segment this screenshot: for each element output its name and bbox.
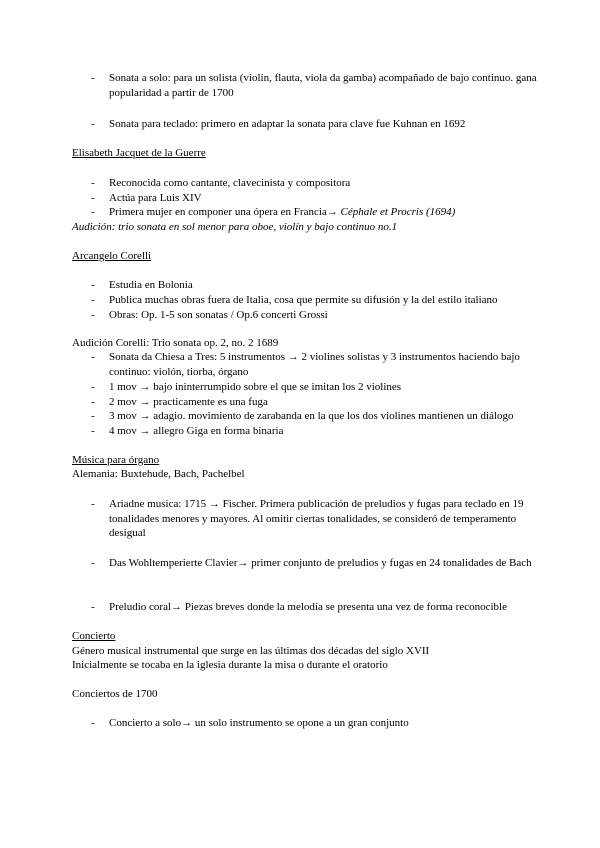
bullet-dash: - <box>91 717 95 729</box>
audicion-note: Audición: trio sonata en sol menor para oboe, violín y bajo continuo no.1 <box>72 221 398 233</box>
bullet-dash: - <box>91 381 95 393</box>
list-item: Actúa para Luis XIV <box>109 192 202 204</box>
section-heading-corelli: Arcangelo Corelli <box>72 250 152 262</box>
list-item: 2 mov → practicamente es una fuga <box>109 396 268 408</box>
list-item: Estudia en Bolonia <box>109 279 193 291</box>
list-item: Sonata para teclado: primero en adaptar la sonata para clave fue Kuhnan en 1692 <box>109 118 466 130</box>
list-item: Publica muchas obras fuera de Italia, cosa que permite su difusión y la del estilo italiano <box>109 294 498 306</box>
bullet-dash: - <box>91 192 95 204</box>
section-heading-organo: Música para órgano <box>72 454 160 466</box>
list-item: Sonata da Chiesa a Tres: 5 instrumentos → 2 violines solistas y 3 instrumentos haciendo bajo continuo: violón, tiorba, órgano <box>109 351 520 378</box>
bullet-dash: - <box>91 425 95 437</box>
bullet-dash: - <box>91 279 95 291</box>
section-heading-concierto: Concierto <box>72 630 116 642</box>
list-item: 3 mov → adagio. movimiento de zarabanda en la que los dos violines mantienen un diálogo <box>109 410 514 422</box>
bullet-dash: - <box>91 72 95 84</box>
list-item: 1 mov → bajo ininterrumpido sobre el que se imitan los 2 violines <box>109 381 402 393</box>
opera-title: Céphale et Procris (1694) <box>340 206 456 218</box>
section-subheading-conciertos-1700: Conciertos de 1700 <box>72 688 158 700</box>
bullet-dash: - <box>91 351 95 363</box>
list-item: Ariadne musica: 1715 → Fischer. Primera publicación de preludios y fugas para teclado en 19 tonalidades menores y mayores. Al omitir ciertas tonalidades, se consideró de temperamento desigual <box>109 498 524 539</box>
list-item <box>109 205 539 220</box>
list-item: Obras: Op. 1-5 son sonatas / Op.6 concerti Grossi <box>109 309 328 321</box>
list-item: Preludio coral→ Piezas breves donde la melodía se presenta una vez de forma reconocible <box>109 601 507 613</box>
bullet-dash: - <box>91 177 95 189</box>
bullet-dash: - <box>91 396 95 408</box>
section-heading-guerre: Elisabeth Jacquet de la Guerre <box>72 147 206 159</box>
bullet-dash: - <box>91 206 95 218</box>
bullet-dash: - <box>91 601 95 613</box>
paragraph-line: Inicialmente se tocaba en la iglesia durante la misa o durante el oratorio <box>72 659 388 671</box>
bullet-dash: - <box>91 294 95 306</box>
bullet-dash: - <box>91 557 95 569</box>
list-item: Reconocida como cantante, clavecinista y compositora <box>109 177 351 189</box>
list-item: Sonata a solo: para un solista (violín, flauta, viola da gamba) acompañado de bajo continuo. gana popularidad a partir de 1700 <box>109 72 537 99</box>
bullet-dash: - <box>91 309 95 321</box>
paragraph-line: Género musical instrumental que surge en las últimas dos décadas del siglo XVII <box>72 645 430 657</box>
bullet-dash: - <box>91 118 95 130</box>
bullet-dash: - <box>91 498 95 510</box>
list-item: Das Wohltemperierte Clavier→ primer conjunto de preludios y fugas en 24 tonalidades de Bach <box>109 557 532 569</box>
list-item: 4 mov → allegro Giga en forma binaria <box>109 425 284 437</box>
section-heading-audicion-corelli: Audición Corelli: Trio sonata op. 2, no. 2 1689 <box>72 337 279 349</box>
list-item: Concierto a solo→ un solo instrumento se opone a un gran conjunto <box>109 717 409 729</box>
section-subheading-organo: Alemania: Buxtehude, Bach, Pachelbel <box>72 468 245 480</box>
list-item-text: Primera mujer en componer una ópera en Francia→ <box>109 206 341 218</box>
bullet-dash: - <box>91 410 95 422</box>
